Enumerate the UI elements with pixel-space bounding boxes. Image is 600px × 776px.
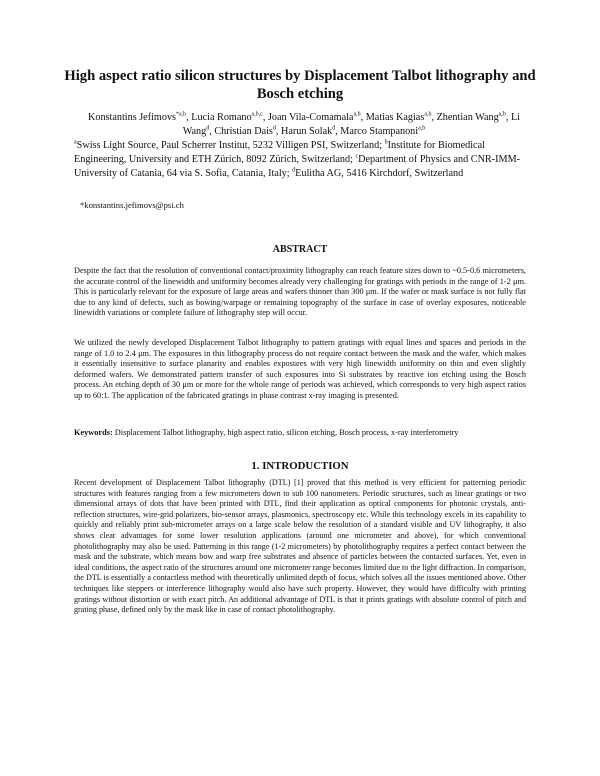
author-list: Konstantins Jefimovs$^{*a,b}$, Lucia Romano$^{a,b,c}$, Joan Vila-Comamala$^{a,b}$, Matias Kagias$^{a,b}$, Zhentian Wang$^{a,b}$, Li Wang$^d$, Christian Dais$^d$, Harun Solak$^d$, Marco Stampanoni$^{a,b}$ — [88, 111, 520, 138]
affiliations: $^a$Swiss Light Source, Paul Scherrer Institut, 5232 Villigen PSI, Switzerland; $^b$Institute for Biomedical Engineering, University and ETH Zürich, 8092 Zürich, Switzerland; $^c$Department of Physics and CNR-IMM- University of Catania, 64 via S. Sofia, Catania, Italy; $^d$Eulitha AG, 5416 Kirchdorf, Switzerland — [74, 139, 521, 180]
author: Li Wang$^d$ — [182, 112, 520, 138]
abstract-paragraph-2: We utilized the newly developed Displacement Talbot lithography to pattern gratings with equal lines and spaces and periods in the range of 1.0 to 2.4 μm. The exposures in this lithography process do not require contact between the mask and the wafer, which makes it essentially insensitive to surface planarity and enables exposures with very high linewidth uniformity on thin and even slightly deformed wafers. We demonstrated pattern transfer of such exposures into Si substrates by reactive ion etching using the Bosch process. An etching depth of 30 μm or more for the whole range of periods was achieved, which corresponds to very high aspect ratios up to 60:1. The application of the fabricated gratings in phase contrast x-ray imaging is presented. — [74, 338, 526, 400]
introduction-heading: 1. INTRODUCTION — [251, 460, 349, 472]
keywords — [74, 428, 526, 439]
abstract-paragraph-1: Despite the fact that the resolution of conventional contact/proximity lithography can reach feature sizes down to ~0.5-0.6 micrometers, the accurate control of the linewidth and uniformity becomes already very challenging for gratings with periods in the range of 1-2 μm. This is particularly relevant for the exposure of large areas and wafers thinner than 300 μm. If the wafer or mask surface is not fully flat due to any kind of defects, such as bowing/warpage or remaining topography of the surface in case of overlay exposures, noticeable linewidth variations or complete failure of lithography step will occur. — [74, 266, 526, 318]
author: Christian Dais$^d$ — [214, 125, 276, 138]
abstract-heading: ABSTRACT — [272, 244, 328, 255]
author: Joan Vila-Comamala$^{a,b}$ — [267, 111, 361, 123]
introduction-paragraph: Recent development of Displacement Talbot lithography (DTL) [1] proved that this method is very efficient for patterning periodic structures with features ranging from a few micrometers down to sub 100 nanometers. Periodic structures, such as linear gratings or two dimensional arrays of dots that have been printed with DTL, find their application as optical components for photonic crystals, anti-reflection structures, wire-grid polarizers, bio-sensor arrays, plasmonics, spectroscopy etc. While this technology excels in its capability to quickly and reliably print sub-micrometer arrays on a large scale below the resolution of a standard visible and UV lithography, it also shows clear advantages for some lower resolution applications (around one micrometer and above), for which conventional photolithography may also be used. Patterning in this range (1-2 micrometers) by photolithography requires a perfect contact between the mask and the substrate, which means bow and warp free substrates and absence of particles between the contacted surfaces. Yet, even in ideal conditions, the aspect ratio of the structures around one micrometer range becomes limited due to the light diffraction. In comparison, the DTL is essentially a contactless method with theoretically unlimited depth of focus, which solves all the issues mentioned above. Other techniques like steppers or interference lithography would also have such property. However, they would have difficulty with printing gratings without distortion or with exact pitch. An additional advantage of DTL is that it prints gratings with absolute control of pitch and grating phase, defined only by the mask like in case of contact photolithography. — [74, 478, 526, 615]
keywords-text: Displacement Talbot lithography, high aspect ratio, silicon etching, Bosch process, x-ray interferometry — [112, 428, 459, 437]
author: Marco Stampanoni$^{a,b}$ — [340, 125, 426, 138]
author: Konstantins Jefimovs$^{*a,b}$ — [88, 111, 187, 123]
author: Lucia Romano$^{a,b,c}$ — [191, 111, 263, 123]
author: Zhentian Wang$^{a,b}$ — [436, 111, 506, 123]
paper-title: High aspect ratio silicon structures by Displacement Talbot lithography and Bosch etching — [64, 68, 536, 102]
author: Matias Kagias$^{a,b}$ — [365, 111, 432, 123]
corresponding-email: *konstantins.jefimovs@psi.ch — [80, 200, 184, 210]
keywords-label: Keywords: — [74, 428, 113, 437]
author: Harun Solak$^d$ — [280, 125, 336, 138]
